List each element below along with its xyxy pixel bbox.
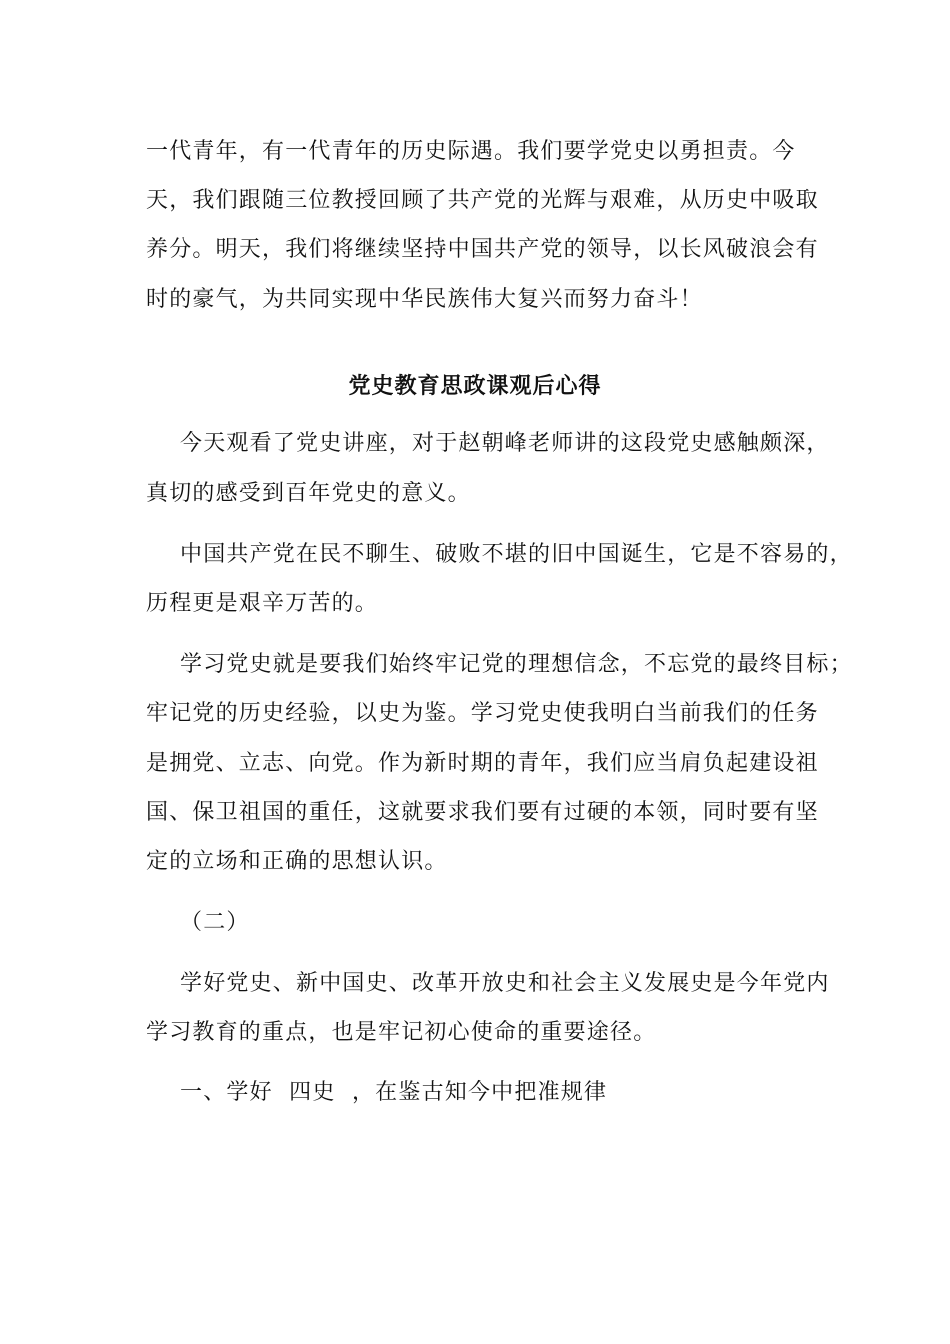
paragraph-2-line-1: 今天观看了党史讲座，对于赵朝峰老师讲的这段党史感触颇深， [180,431,830,456]
paragraph-4-line-5: 定的立场和正确的思想认识。 [146,849,448,874]
paragraph-2-line-2: 真切的感受到百年党史的意义。 [146,481,471,506]
section-title: 党史教育思政课观后心得 [348,373,602,399]
heading-1: 一、学好 四史 ，在鉴古知今中把准规律 [180,1080,608,1105]
paragraph-4-line-1: 学习党史就是要我们始终牢记党的理想信念，不忘党的最终目标； [180,652,853,677]
paragraph-1-line-1: 一代青年，有一代青年的历史际遇。我们要学党史以勇担责。今 [146,139,796,164]
paragraph-4-line-2: 牢记党的历史经验，以史为鉴。学习党史使我明白当前我们的任务 [146,701,819,726]
paragraph-3-line-2: 历程更是艰辛万苦的。 [146,591,379,616]
paragraph-5-line-1: 学好党史、新中国史、改革开放史和社会主义发展史是今年党内 [180,971,830,996]
paragraph-3-line-1: 中国共产党在民不聊生、破败不堪的旧中国诞生，它是不容易的， [180,542,853,567]
paragraph-4-line-4: 国、保卫祖国的重任，这就要求我们要有过硬的本领，同时要有坚 [146,800,819,825]
paragraph-5-line-2: 学习教育的重点，也是牢记初心使命的重要途径。 [146,1020,657,1045]
paragraph-1-line-4: 时的豪气，为共同实现中华民族伟大复兴而努力奋斗！ [146,287,703,312]
paragraph-4-line-3: 是拥党、立志、向党。作为新时期的青年，我们应当肩负起建设祖 [146,751,819,776]
paragraph-1-line-3: 养分。明天，我们将继续坚持中国共产党的领导，以长风破浪会有 [146,237,819,262]
subsection-marker: （二） [180,910,250,935]
paragraph-1-line-2: 天，我们跟随三位教授回顾了共产党的光辉与艰难，从历史中吸取 [146,188,819,213]
